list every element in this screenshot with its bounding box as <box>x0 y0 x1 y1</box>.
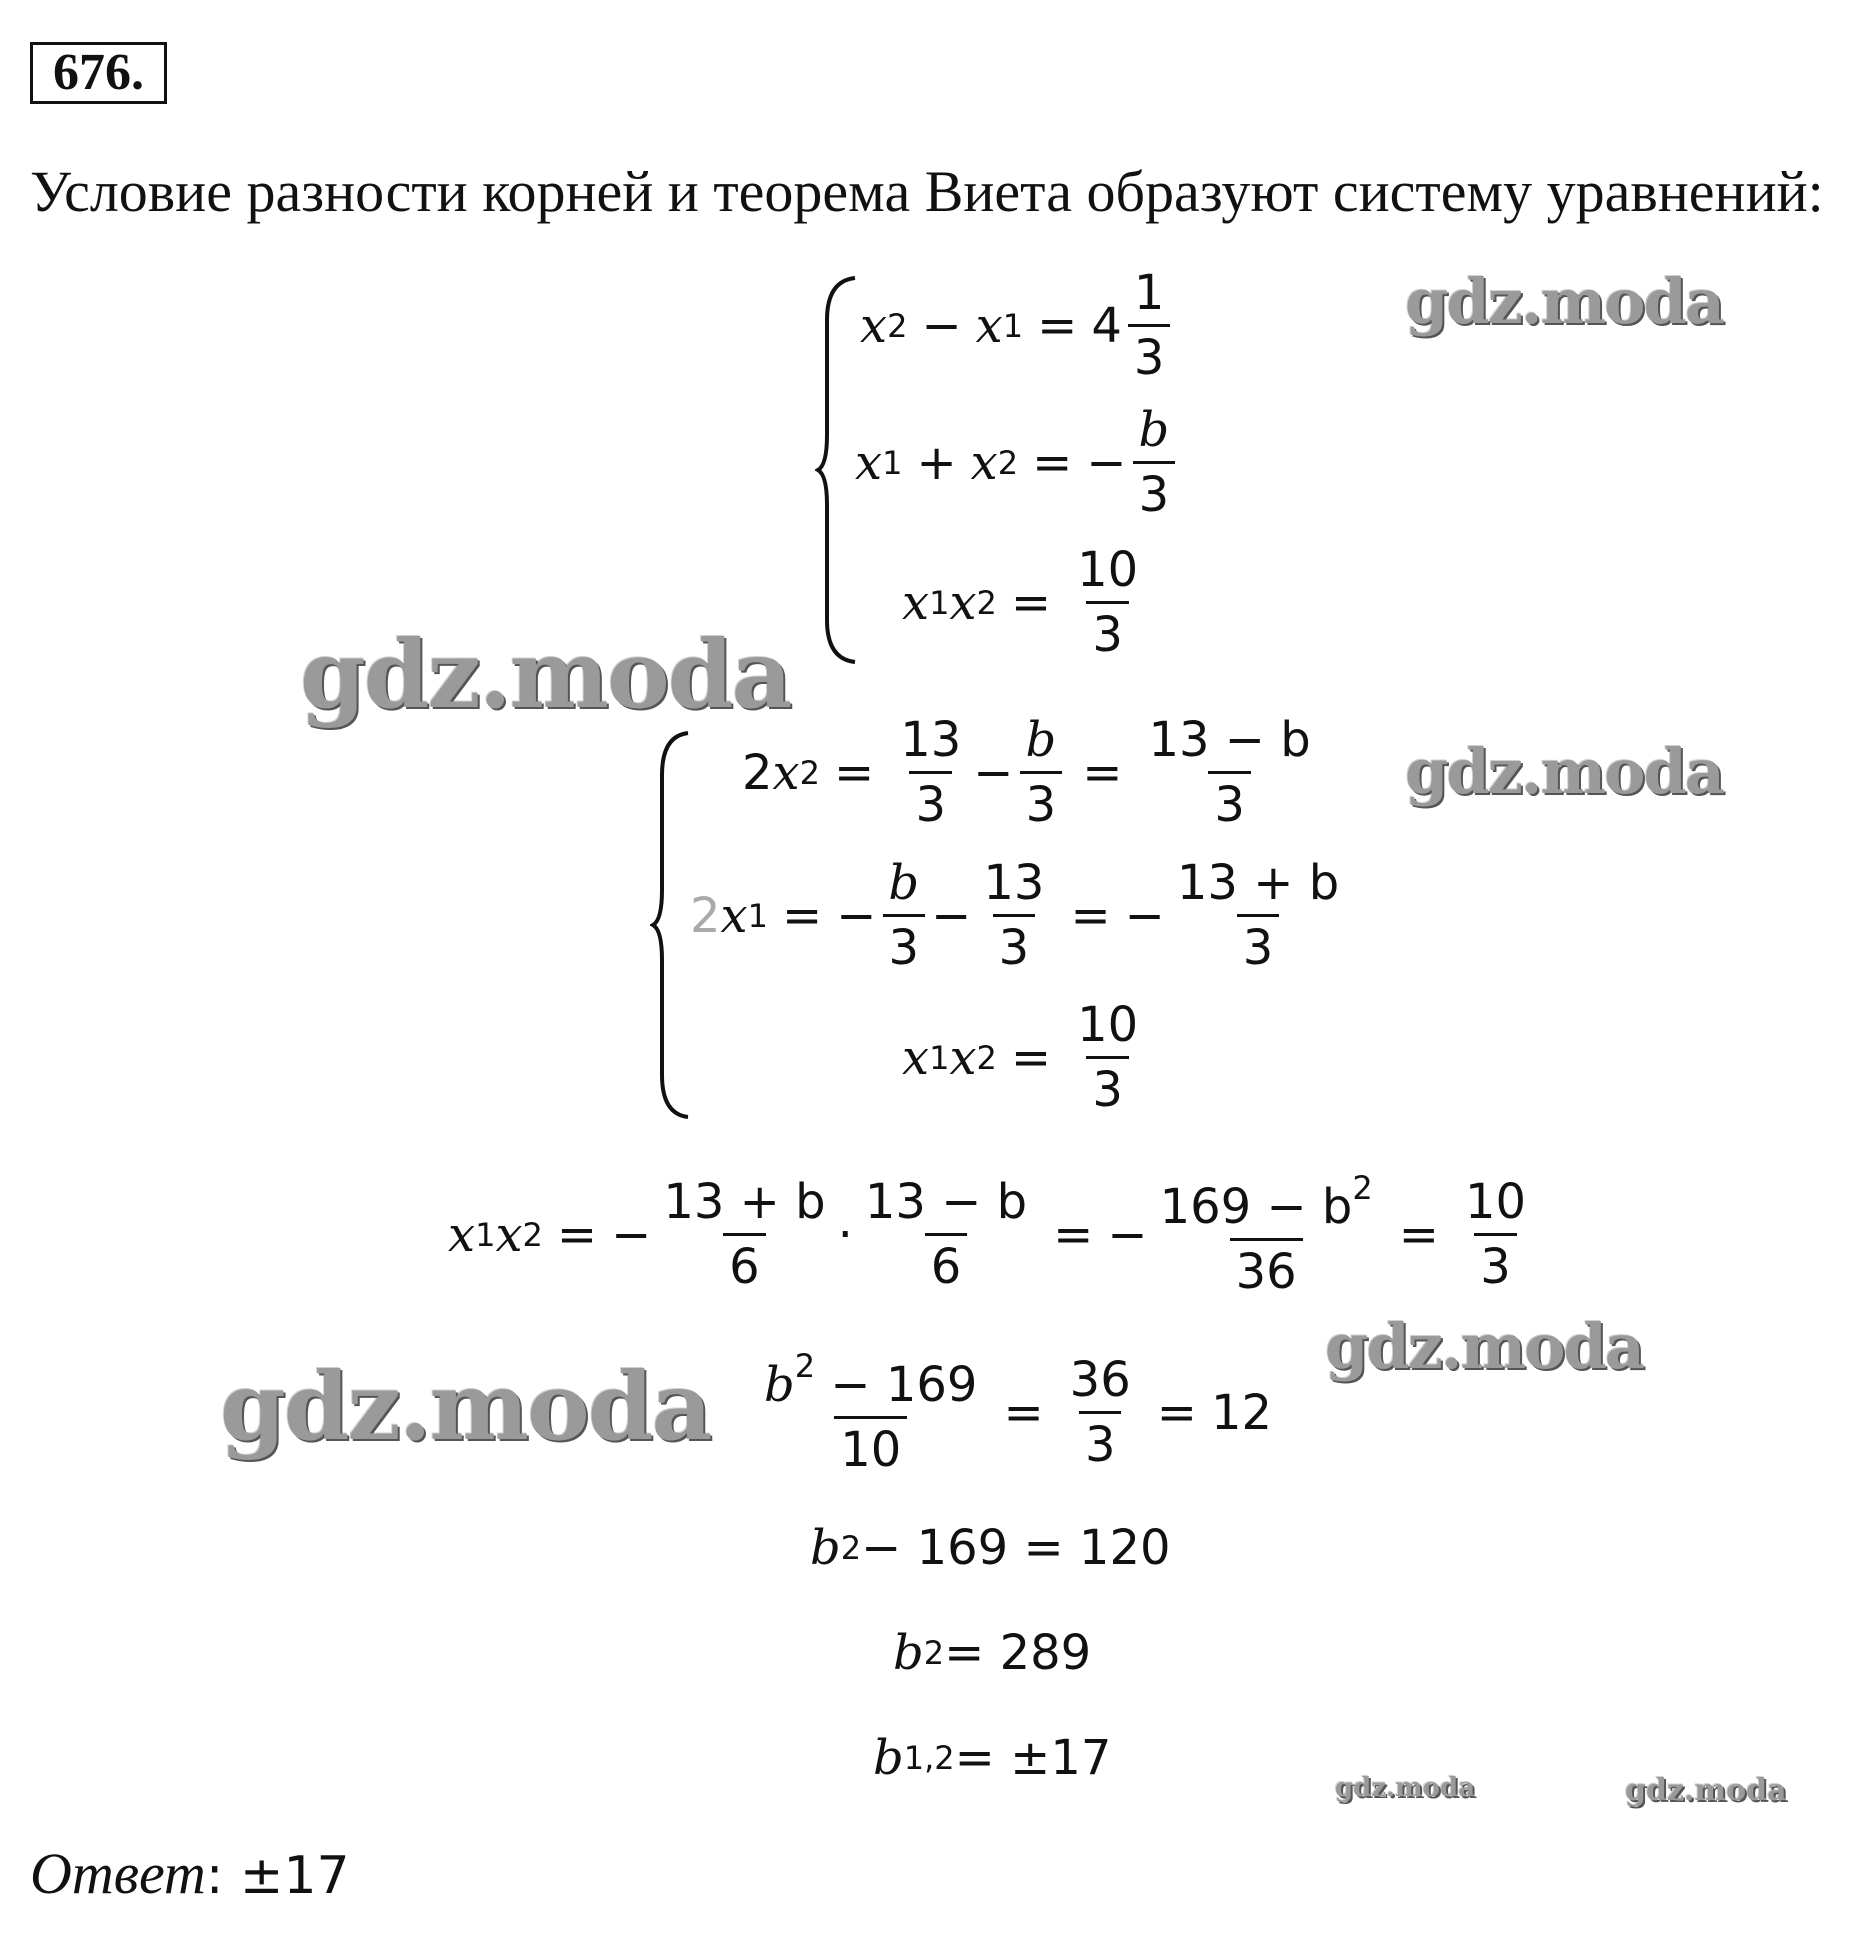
watermark: gdz.moda <box>220 1352 711 1462</box>
watermark: gdz.moda <box>1625 1773 1787 1808</box>
answer: Ответ: ±17 <box>30 1841 350 1906</box>
step-2-equation: b 2 − 169 = 120 <box>810 1520 1171 1576</box>
watermark: gdz.moda <box>300 620 791 730</box>
system-2-eq-3: x 1 x 2 = $\frac{10}{3}$ <box>902 997 1139 1119</box>
watermark: gdz.moda <box>1405 735 1723 808</box>
problem-number: 676. <box>30 42 167 104</box>
step-1-equation: $\frac{b^2 - 169}{10}$ = $\frac{36}{3}$ = 12 <box>764 1347 1273 1479</box>
system-1-eq-3: x 1 x 2 = $\frac{10}{3}$ <box>902 542 1139 664</box>
step-3-equation: b 2 = 289 <box>893 1625 1092 1681</box>
system-1-eq-2: x 1 + x 2 = − $\frac{b}{3}$ <box>855 405 1181 521</box>
watermark: gdz.moda <box>1325 1310 1643 1383</box>
system-2-eq-1: 2 x 2 = $\frac{13}{3}$ − $\frac{b}{3}$ = $\frac{13 - b}{3}$ <box>742 712 1311 834</box>
product-equation: x 1 x 2 = − $\frac{13 + b}{6}$ · $\frac{13 - b}{6}$ = − $\frac{169 - b^2}{36}$ = $\frac{10}{3}$ <box>448 1169 1527 1301</box>
watermark: gdz.moda <box>1405 265 1723 338</box>
system-1-eq-1: x 2 − x 1 = 4 $\frac{1}{3}$ <box>860 268 1176 384</box>
intro-text: Условие разности корней и теорема Виета образуют систему уравнений: <box>30 159 1824 224</box>
watermark: gdz.moda <box>1335 1773 1476 1803</box>
system-2-brace <box>650 730 695 1120</box>
system-2-eq-2: 2 x 1 = − $\frac{b}{3}$ − $\frac{13}{3}$ = − $\frac{13 + b}{3}$ <box>690 855 1340 977</box>
step-4-equation: b 1,2 = ±17 <box>873 1730 1112 1786</box>
